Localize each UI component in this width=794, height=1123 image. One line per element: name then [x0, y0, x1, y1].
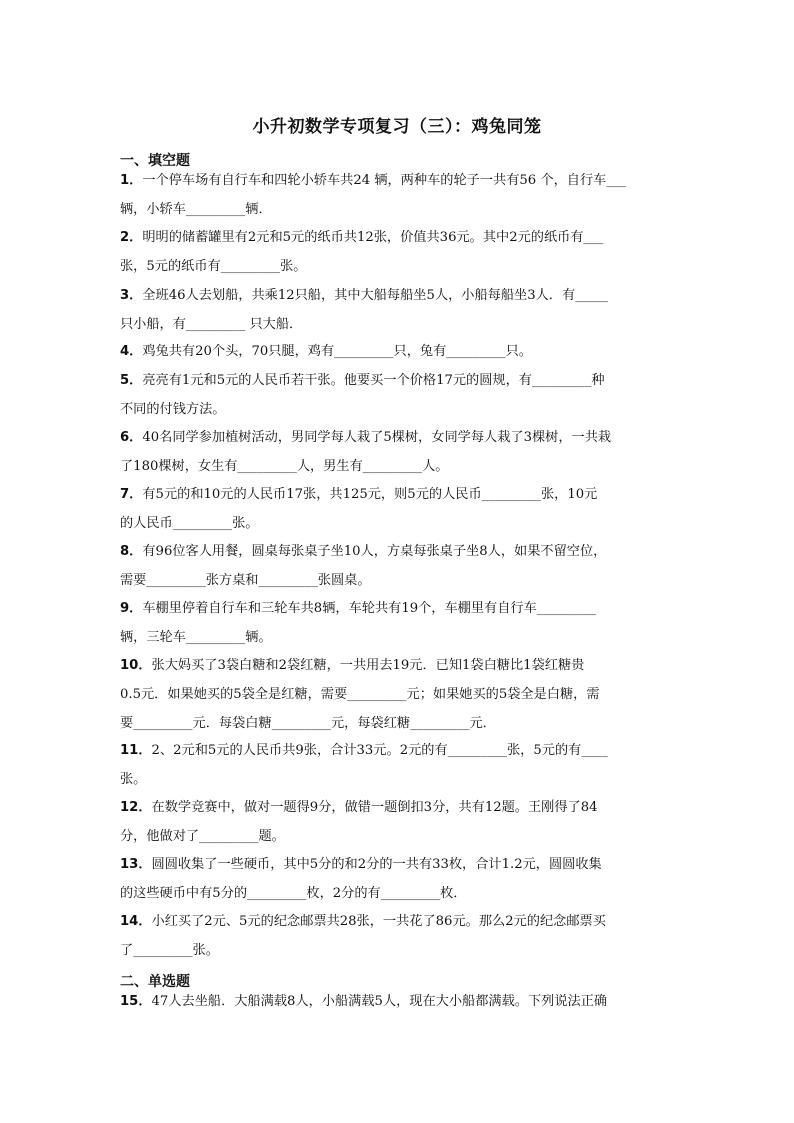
question-11: 11．2、2元和5元的人民币共9张，合计33元。2元的有_________张，5元的有____ 张。	[120, 743, 608, 787]
question-13: 13．圆圆收集了一些硬币，其中5分的和2分的一共有33枚，合计1.2元，圆圆收集 的这些硬币中有5分的_________枚，2分的有_________枚．	[120, 857, 602, 901]
question-6: 6．40名同学参加植树活动，男同学每人栽了5棵树，女同学每人栽了3棵树，一共栽 了180棵树，女生有_________人，男生有_________人。	[120, 430, 612, 474]
question-8: 8．有96位客人用餐，圆桌每张桌子坐10人，方桌每张桌子坐8人，如果不留空位， 需要_________张方桌和_________张圆桌。	[120, 544, 607, 588]
question-4: 4．鸡兔共有20个头，70只腿，鸡有_________只，兔有_________只。	[120, 344, 532, 359]
page-title: 小升初数学专项复习（三）：鸡兔同笼	[252, 117, 542, 137]
section-heading-fill-blank: 一、填空题	[120, 153, 190, 169]
question-9: 9．车棚里停着自行车和三轮车共8辆，车轮共有19个，车棚里有自行车_________ 辆，三轮车_________辆。	[120, 601, 597, 645]
question-2: 2．明明的储蓄罐里有2元和5元的纸币共12张，价值共36元。其中2元的纸币有___ 张，5元的纸币有_________张。	[120, 230, 604, 274]
question-12: 12．在数学竞赛中，做对一题得9分，做错一题倒扣3分，共有12题。王刚得了84 分，他做对了_________题。	[120, 800, 598, 844]
question-10: 10．张大妈买了3袋白糖和2袋红糖，一共用去19元．已知1袋白糖比1袋红糖贵 0.5元．如果她买的5袋全是红糖，需要_________元；如果她买的5袋全是白糖，需 要_________元．每袋白糖_________元，每袋红糖_________元．	[120, 658, 600, 731]
question-14: 14．小红买了2元、5元的纪念邮票共28张，一共花了86元。那么2元的纪念邮票买 了_________张。	[120, 914, 606, 958]
section-heading-single-choice: 二、单选题	[120, 974, 190, 990]
question-7: 7．有5元的和10元的人民币17张，共125元，则5元的人民币_________张，10元 的人民币_________张。	[120, 487, 598, 531]
question-3: 3．全班46人去划船，共乘12只船，其中大船每船坐5人，小船每船坐3人．有_____ 只小船，有_________ 只大船．	[120, 288, 609, 332]
question-1: 1．一个停车场有自行车和四轮小轿车共24 辆，两种车的轮子一共有56 个，自行车___ 辆，小轿车_________辆．	[120, 173, 627, 217]
question-15: 15．47人去坐船．大船满载8人，小船满载5人，现在大小船都满载。下列说法正确	[120, 994, 608, 1009]
question-5: 5．亮亮有1元和5元的人民币若干张。他要买一个价格17元的圆规，有_________种 不同的付钱方法。	[120, 373, 605, 417]
